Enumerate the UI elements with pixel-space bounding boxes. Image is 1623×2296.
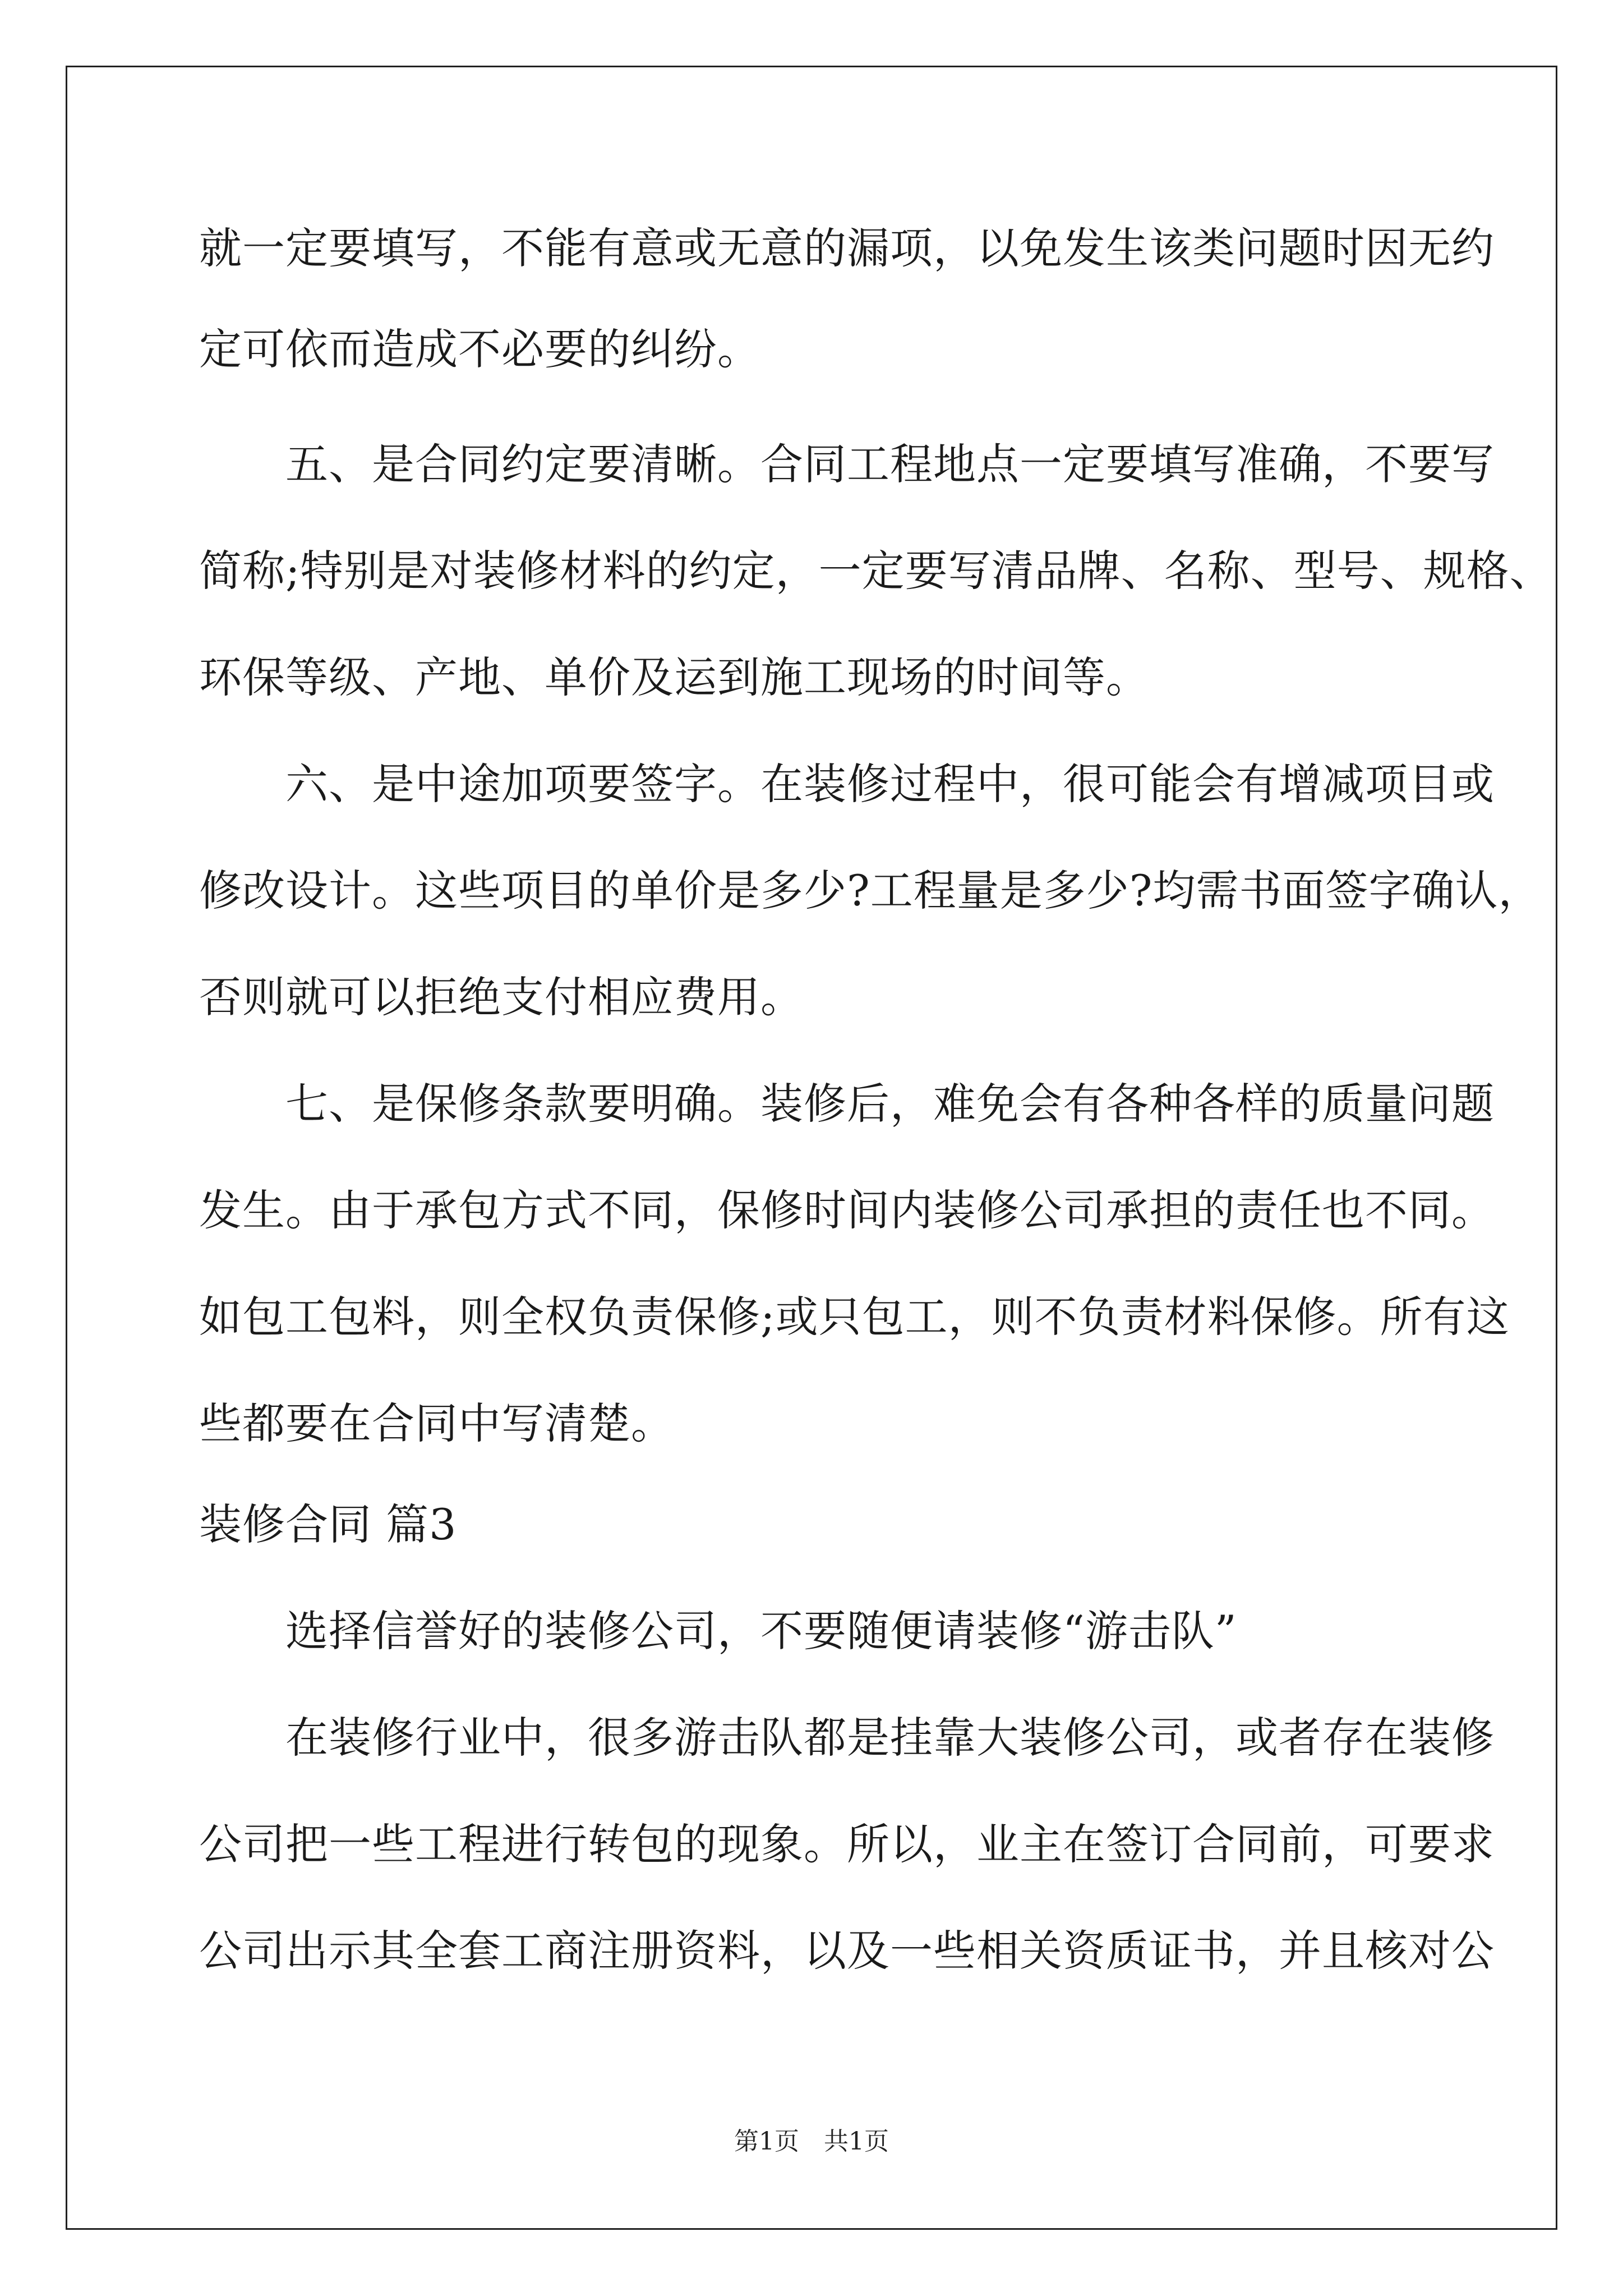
paragraph-line: 五、是合同约定要清晰。合同工程地点一定要填写准确，不要写 — [199, 439, 1495, 489]
paragraph-line: 定可依而造成不必要的纠纷。 — [199, 324, 760, 374]
paragraph-line: 就一定要填写，不能有意或无意的漏项，以免发生该类问题时因无约 — [199, 223, 1495, 273]
paragraph-line: 公司出示其全套工商注册资料，以及一些相关资质证书，并且核对公 — [199, 1926, 1495, 1976]
paragraph-line: 简称;特别是对装修材料的约定，一定要写清品牌、名称、型号、规格、 — [199, 546, 1553, 596]
paragraph-line: 选择信誉好的装修公司，不要随便请装修“游击队” — [199, 1606, 1237, 1656]
paragraph-line: 些都要在合同中写清楚。 — [199, 1398, 674, 1448]
paragraph-line: 七、是保修条款要明确。装修后，难免会有各种各样的质量问题 — [199, 1079, 1495, 1129]
paragraph-line: 发生。由于承包方式不同，保修时间内装修公司承担的责任也不同。 — [199, 1185, 1495, 1235]
paragraph-line: 环保等级、产地、单价及运到施工现场的时间等。 — [199, 652, 1149, 702]
paragraph-line: 六、是中途加项要签字。在装修过程中，很可能会有增减项目或 — [199, 759, 1495, 809]
paragraph-line: 在装修行业中，很多游击队都是挂靠大装修公司，或者存在装修 — [199, 1713, 1495, 1763]
paragraph-line: 否则就可以拒绝支付相应费用。 — [199, 972, 804, 1022]
page-border — [66, 66, 1557, 2230]
paragraph-line: 修改设计。这些项目的单价是多少?工程量是多少?均需书面签字确认， — [199, 866, 1542, 915]
paragraph-line: 公司把一些工程进行转包的现象。所以，业主在签订合同前，可要求 — [199, 1819, 1495, 1869]
page-number-footer: 第1页 共1页 — [734, 2127, 889, 2156]
paragraph-line: 如包工包料，则全权负责保修;或只包工，则不负责材料保修。所有这 — [199, 1292, 1510, 1342]
section-heading: 装修合同 篇3 — [199, 1499, 457, 1549]
